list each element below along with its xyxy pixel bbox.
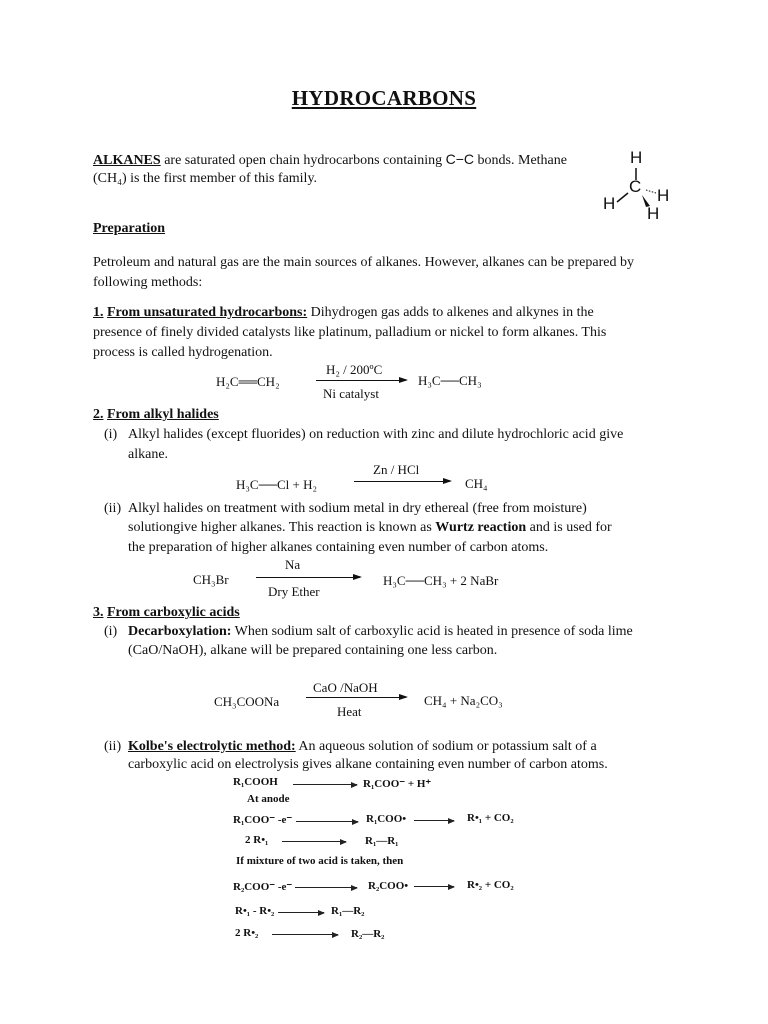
section-3-number: 3. [93, 605, 104, 620]
eq2-condition-above: Zn / HCl [373, 462, 420, 477]
kolbe-l1-arrow [293, 784, 357, 785]
section-3-i-line2: (CaO/NaOH), alkane will be prepared containing one less carbon. [128, 643, 498, 658]
kolbe-l3-right: R₁—R₁ [365, 835, 399, 847]
section-1-number: 1. [93, 305, 104, 320]
section-2-ii-text-a: solutiongive higher alkanes. This reaction is known as [128, 520, 436, 535]
kolbe-l2-arrow-1 [296, 821, 358, 822]
section-3-heading-line [93, 603, 240, 623]
kolbe-l4-mid: R₂COO• [368, 880, 409, 892]
section-2-heading: From alkyl halides [107, 407, 219, 422]
intro-text-end: bonds. Methane [474, 153, 567, 168]
intro-line2: (CH₄) is the first member of this family. [93, 171, 318, 186]
eq1-product: H₃C──CH₃ [418, 373, 482, 388]
methane-h-right: H [657, 186, 670, 205]
kolbe-l2-arrow-2 [414, 820, 454, 821]
kolbe-l4-right: R•₂ + CO₂ [467, 879, 514, 891]
intro-paragraph [93, 149, 623, 171]
kolbe-l3-left: 2 R•₁ [245, 834, 269, 846]
section-2-ii-line3: the preparation of higher alkanes containing even number of carbon atoms. [128, 540, 549, 555]
section-2-ii-text-c: and is used for [526, 520, 612, 535]
section-3-ii-line1 [128, 737, 690, 757]
section-2-ii-line1: Alkyl halides on treatment with sodium metal in dry ethereal (free from moisture) [128, 501, 587, 516]
kolbe-l4-arrow-2 [414, 886, 454, 887]
methane-c: C [629, 177, 642, 196]
eq2-arrow [354, 481, 450, 482]
eq4-product: CH₄ + Na₂CO₃ [424, 693, 503, 708]
kolbe-l6-left: 2 R•₂ [235, 927, 259, 939]
section-3-ii-label: (ii) [104, 739, 122, 754]
section-3-i-label: (i) [104, 624, 118, 639]
cc-bond: C−C [445, 151, 475, 167]
methane-bonds [600, 148, 690, 228]
eq1-reactant: H₂C══CH₂ [216, 374, 280, 389]
section-1-line3: process is called hydrogenation. [93, 345, 273, 360]
kolbe-l2-left: R₁COO⁻ -e⁻ [233, 814, 293, 826]
alkanes-term: ALKANES [93, 153, 161, 168]
section-1-heading: From unsaturated hydrocarbons: [107, 305, 308, 320]
section-1-text: Dihydrogen gas adds to alkenes and alkynes in the [307, 305, 594, 320]
section-2-number: 2. [93, 407, 104, 422]
methane-h-bottom: H [647, 204, 660, 223]
section-3-ii-text: An aqueous solution of sodium or potassium salt of a [295, 739, 597, 754]
kolbe-l4-left: R₂COO⁻ -e⁻ [233, 881, 293, 893]
section-3-i-text: When sodium salt of carboxylic acid is heated in presence of soda lime [231, 624, 633, 639]
methane-structure [600, 148, 690, 228]
eq1-arrow [316, 380, 406, 381]
eq4-condition-below: Heat [337, 704, 362, 719]
section-2-heading-line [93, 405, 219, 425]
section-2-i-line2: alkane. [128, 447, 169, 462]
kolbe-l4-arrow-1 [295, 887, 357, 888]
wurtz-reaction-term: Wurtz reaction [435, 520, 527, 535]
kolbe-at-anode: At anode [247, 793, 290, 805]
eq4-reactant: CH₃COONa [214, 694, 280, 709]
eq3-condition-below: Dry Ether [268, 584, 320, 599]
kolbe-l1-left: R₁COOH [233, 776, 278, 788]
eq3-arrow [256, 577, 360, 578]
methane-h-top: H [630, 148, 643, 167]
eq4-condition-above: CaO /NaOH [313, 680, 378, 695]
kolbe-l6-arrow [272, 934, 338, 935]
kolbe-l5-left: R•₁ - R•₂ [235, 905, 275, 917]
eq2-product: CH₄ [465, 476, 488, 491]
kolbe-l2-mid: R₁COO• [366, 813, 407, 825]
kolbe-l3-arrow [282, 841, 346, 842]
eq1-condition-below: Ni catalyst [323, 386, 379, 401]
kolbe-l5-arrow [278, 912, 324, 913]
preparation-intro-2: following methods: [93, 275, 203, 290]
methane-h-left: H [603, 194, 616, 213]
intro-text: are saturated open chain hydrocarbons containing [160, 153, 446, 168]
eq3-product: H₃C──CH₃ + 2 NaBr [383, 573, 499, 588]
section-2-ii-label: (ii) [104, 501, 122, 516]
eq3-condition-above: Na [285, 557, 301, 572]
section-1-line1 [93, 303, 693, 323]
preparation-heading: Preparation [93, 221, 166, 236]
kolbe-l1-right: R₁COO⁻ + H⁺ [363, 778, 432, 790]
section-3-i-line1 [128, 622, 698, 642]
kolbe-note: If mixture of two acid is taken, then [236, 855, 404, 867]
kolbe-method-term: Kolbe's electrolytic method: [128, 739, 296, 754]
section-1-line2: presence of finely divided catalysts like platinum, palladium or nickel to form alkanes. This [93, 325, 607, 340]
section-2-i-line1: Alkyl halides (except fluorides) on reduction with zinc and dilute hydrochloric acid give [128, 427, 624, 442]
kolbe-l2-right: R•₁ + CO₂ [467, 812, 514, 824]
kolbe-l5-right: R₁—R₂ [331, 905, 365, 917]
eq2-reactant: H₃C──Cl + H₂ [236, 477, 318, 492]
section-3-ii-line2: carboxylic acid on electrolysis gives alkane containing even number of carbon atoms. [128, 757, 608, 772]
preparation-intro-1: Petroleum and natural gas are the main sources of alkanes. However, alkanes can be prepared by [93, 255, 634, 270]
eq1-condition-above: H₂ / 200ºC [326, 362, 383, 377]
eq4-arrow [306, 697, 406, 698]
section-2-i-label: (i) [104, 427, 118, 442]
page-title: HYDROCARBONS [291, 86, 477, 110]
eq3-reactant: CH₃Br [193, 572, 229, 587]
section-3-heading: From carboxylic acids [107, 605, 240, 620]
kolbe-l6-right: R₂—R₂ [351, 928, 385, 940]
decarboxylation-term: Decarboxylation: [128, 624, 232, 639]
section-2-ii-line2 [128, 518, 688, 538]
